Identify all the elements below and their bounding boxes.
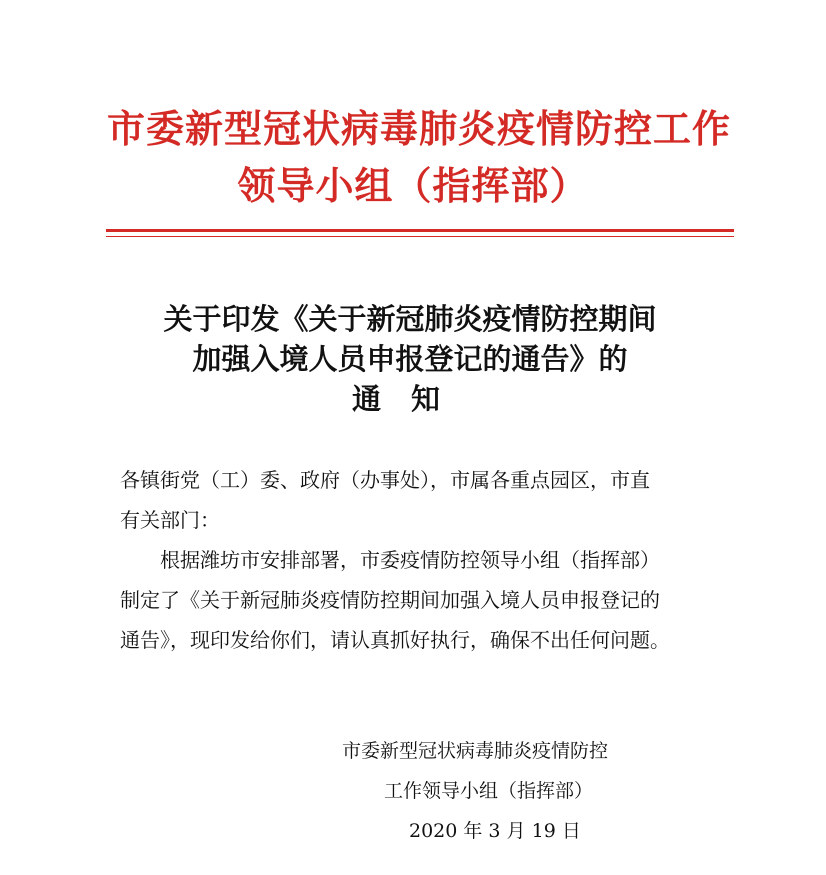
signature-org-line-1: 市委新型冠状病毒肺炎疫情防控 [342,740,609,762]
red-divider-thin [106,236,734,237]
body-paragraph-line-1: 根据潍坊市安排部署，市委疫情防控领导小组（指挥部） [160,548,660,572]
issuer-header-line-2: 领导小组（指挥部） [237,163,589,208]
notice-title-line-1: 关于印发《关于新冠肺炎疫情防控期间 [163,302,657,336]
red-divider-thick [106,229,734,232]
signature-date: 2020 年 3 月 19 日 [409,820,581,842]
notice-title-line-3: 通知 [351,382,470,416]
body-paragraph-line-2: 制定了《关于新冠肺炎疫情防控期间加强入境人员申报登记的 [120,588,660,612]
body-paragraph-line-3: 通告》，现印发给你们，请认真抓好执行，确保不出任何问题。 [120,628,670,652]
recipients-line-1: 各镇街党（工）委、政府（办事处），市属各重点园区，市直 [120,468,650,492]
signature-org-line-2: 工作领导小组（指挥部） [384,780,594,802]
recipients-line-2: 有关部门： [120,508,220,532]
notice-title-line-2: 加强入境人员申报登记的通告》的 [192,342,628,376]
issuer-header-line-1: 市委新型冠状病毒肺炎疫情防控工作 [106,106,731,151]
